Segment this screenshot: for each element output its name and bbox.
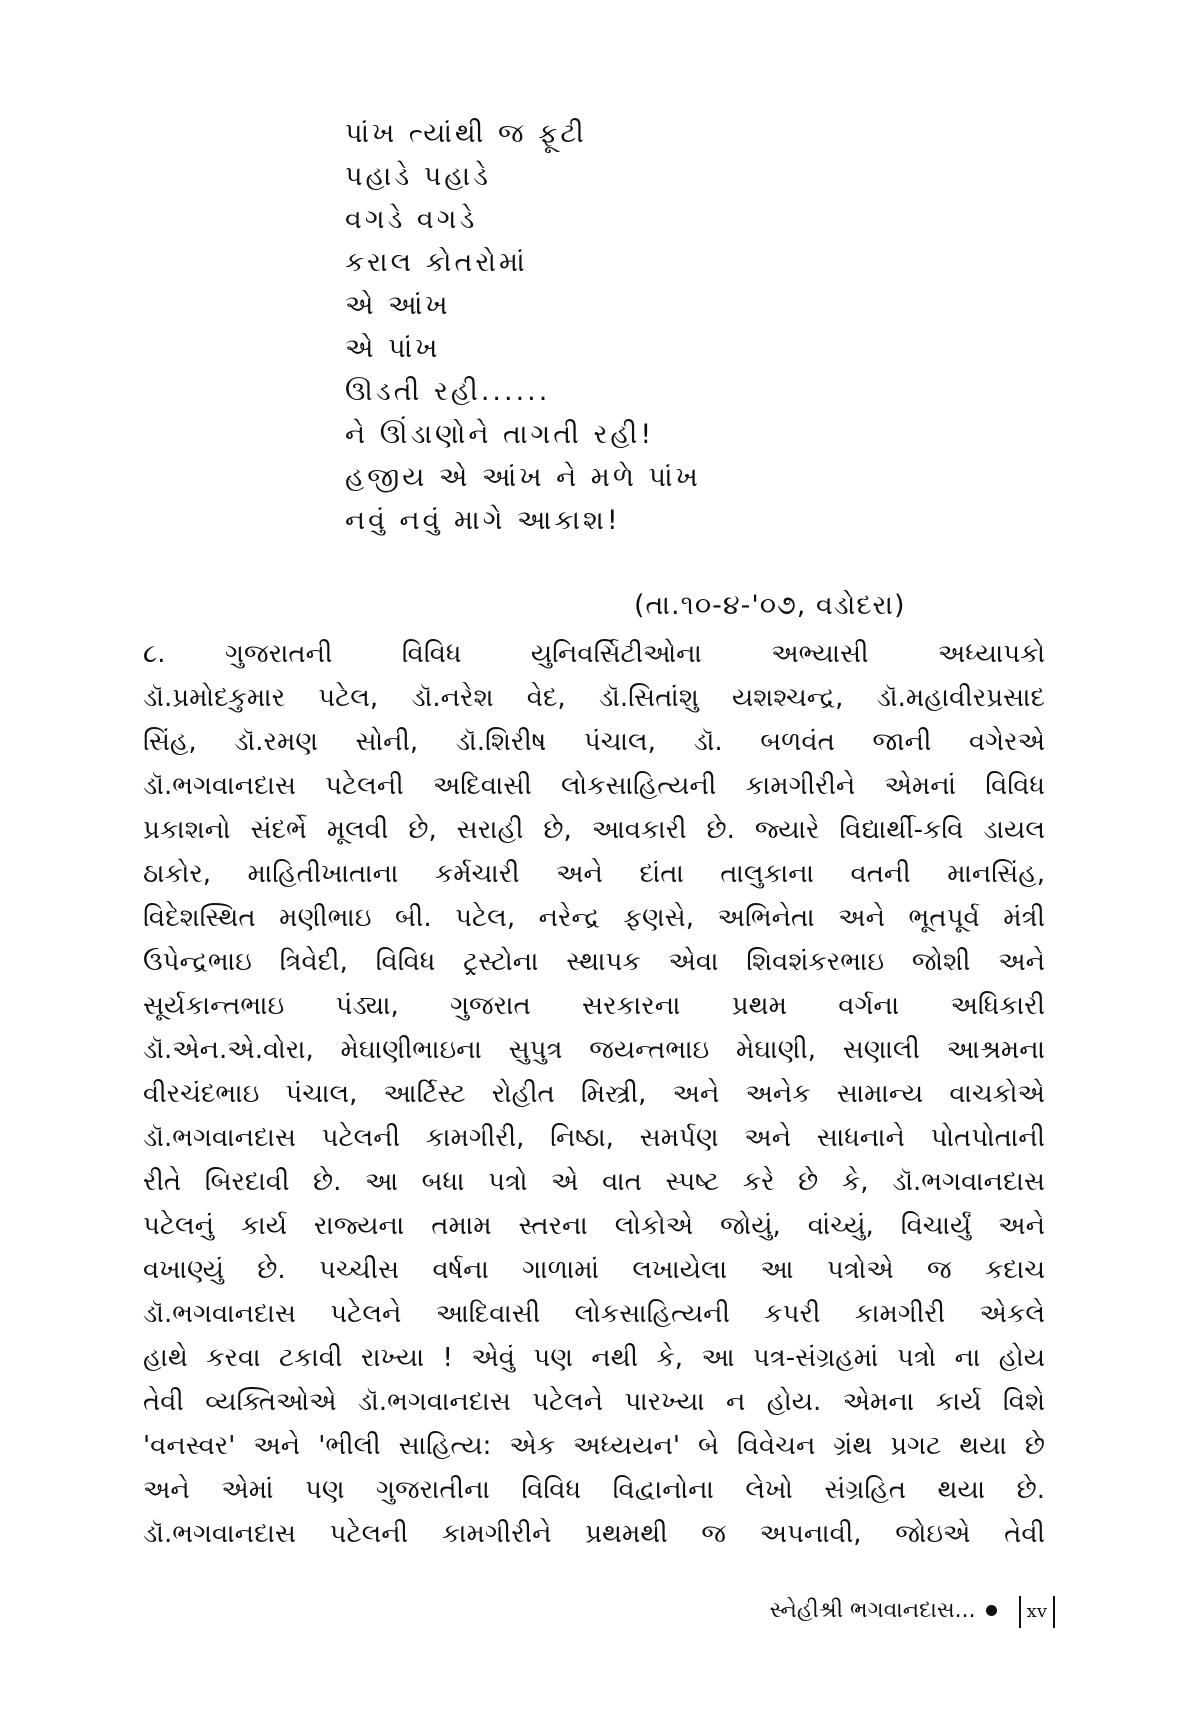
poem-line: ઊડતી રહી...... xyxy=(345,376,551,407)
paragraph-line-text: ગુજરાતની વિવિધ યુનિવર્સિટીઓના અભ્યાસી અધ્યાપકો xyxy=(225,639,1045,669)
paragraph-line: વીરચંદભાઇ પંચાલ, આર્ટિસ્ટ રોહીત મિસ્ત્રી, અને અનેક સામાન્ય વાચકોએ xyxy=(143,1079,1045,1109)
paragraph-line: તેવી વ્યક્તિઓએ ડૉ.ભગવાનદાસ પટેલને પારખ્યા ન હોય. એમના કાર્ય વિશે xyxy=(143,1387,1045,1417)
poem-line: ને ઊંડાણોને તાગતી રહી! xyxy=(345,419,655,450)
paragraph-line: સિંહ, ડૉ.રમણ સોની, ડૉ.શિરીષ પંચાલ, ડૉ. બળવંત જાની વગેરએ xyxy=(143,727,1045,757)
poem-line: વગડે વગડે xyxy=(345,204,478,235)
paragraph-line: ડૉ.ભગવાનદાસ પટેલને આદિવાસી લોકસાહિત્યની કપરી કામગીરી એકલે xyxy=(143,1299,1045,1329)
poem-line: પહાડે પહાડે xyxy=(345,161,491,192)
paragraph-line: અને એમાં પણ ગુજરાતીના વિવિધ વિદ્વાનોના લેખો સંગ્રહિત થયા છે. xyxy=(143,1475,1045,1505)
paragraph-line: સૂર્યકાન્તભાઇ પંડ્યા, ગુજરાત સરકારના પ્રથમ વર્ગના અધિકારી xyxy=(143,991,1045,1021)
paragraph-line: વખાણ્યું છે. પચ્ચીસ વર્ષના ગાળામાં લખાયેલા આ પત્રોએ જ કદાચ xyxy=(143,1255,1045,1285)
body-paragraph xyxy=(143,632,1045,1556)
paragraph-line: ડૉ.ભગવાનદાસ પટેલની કામગીરી, નિષ્ઠા, સમર્પણ અને સાધનાને પોતપોતાની xyxy=(143,1123,1045,1153)
paragraph-number: ૮. xyxy=(143,639,166,669)
paragraph-line: પટેલનું કાર્ય રાજ્યના તમામ સ્તરના લોકોએ જોયું, વાંચ્યું, વિચાર્યું અને xyxy=(143,1211,1045,1241)
paragraph-line: ડૉ.એન.એ.વોરા, મેઘાણીભાઇના સુપુત્ર જયન્તભાઇ મેઘાણી, સણાલી આશ્રમના xyxy=(143,1035,1045,1065)
paragraph-line: 'વનસ્વર' અને 'ભીલી સાહિત્ય: એક અધ્યયન' બે વિવેચન ગ્રંથ પ્રગટ થયા છે xyxy=(143,1431,1045,1461)
poem-line: એ પાંખ xyxy=(345,333,441,364)
poem-line: કરાલ કોતરોમાં xyxy=(345,247,528,278)
poem-line: હજીય એ આંખ ને મળે પાંખ xyxy=(345,462,701,493)
paragraph-line: વિદેશસ્થિત મણીભાઇ બી. પટેલ, નરેન્દ્ર ફણસે, અભિનેતા અને ભૂતપૂર્વ મંત્રી xyxy=(143,903,1045,933)
paragraph-line: ડૉ.પ્રમોદકુમાર પટેલ, ડૉ.નરેશ વેદ, ડૉ.સિતાંશુ યશશ્ચન્દ્ર, ડૉ.મહાવીરપ્રસાદ xyxy=(143,683,1045,713)
paragraph-line: હાથે કરવા ટકાવી રાખ્યા ! એવું પણ નથી કે, આ પત્ર-સંગ્રહમાં પત્રો ના હોય xyxy=(143,1343,1045,1373)
poem-line: પાંખ ત્યાંથી જ ફૂટી xyxy=(345,118,587,149)
page-footer xyxy=(690,1595,1055,1628)
paragraph-line: ડૉ.ભગવાનદાસ પટેલની અદિવાસી લોકસાહિત્યની કામગીરીને એમનાં વિવિધ xyxy=(143,771,1045,801)
paragraph-line: પ્રકાશનો સંદર્ભે મૂલવી છે, સરાહી છે, આવકારી છે. જ્યારે વિદ્યાર્થી-કવિ ડાયલ xyxy=(143,815,1045,845)
paragraph-line: રીતે બિરદાવી છે. આ બધા પત્રો એ વાત સ્પષ્ટ કરે છે કે, ડૉ.ભગવાનદાસ xyxy=(143,1167,1045,1197)
poem-date: (તા.૧૦-૪-'૦૭, વડોદરા) xyxy=(634,590,906,621)
paragraph-line: ઉપેન્દ્રભાઇ ત્રિવેદી, વિવિધ ટ્રસ્ટોના સ્થાપક એવા શિવશંકરભાઇ જોશી અને xyxy=(143,947,1045,977)
running-title: સ્નેહીશ્રી ભગવાનદાસ... xyxy=(769,1598,976,1623)
paragraph-line: ઠાકોર, માહિતીખાતાના કર્મચારી અને દાંતા તાલુકાના વતની માનસિંહ, xyxy=(143,859,1045,889)
poem-line: એ આંખ xyxy=(345,290,451,321)
paragraph-line: ડૉ.ભગવાનદાસ પટેલની કામગીરીને પ્રથમથી જ અપનાવી, જોઇએ તેવી xyxy=(143,1519,1045,1549)
poem-line: નવું નવું માગે આકાશ! xyxy=(345,505,621,536)
paragraph-line xyxy=(143,632,1045,676)
poem-stanza xyxy=(345,112,1045,542)
page-number: xv xyxy=(1019,1596,1055,1628)
bullet-icon xyxy=(986,1605,997,1616)
